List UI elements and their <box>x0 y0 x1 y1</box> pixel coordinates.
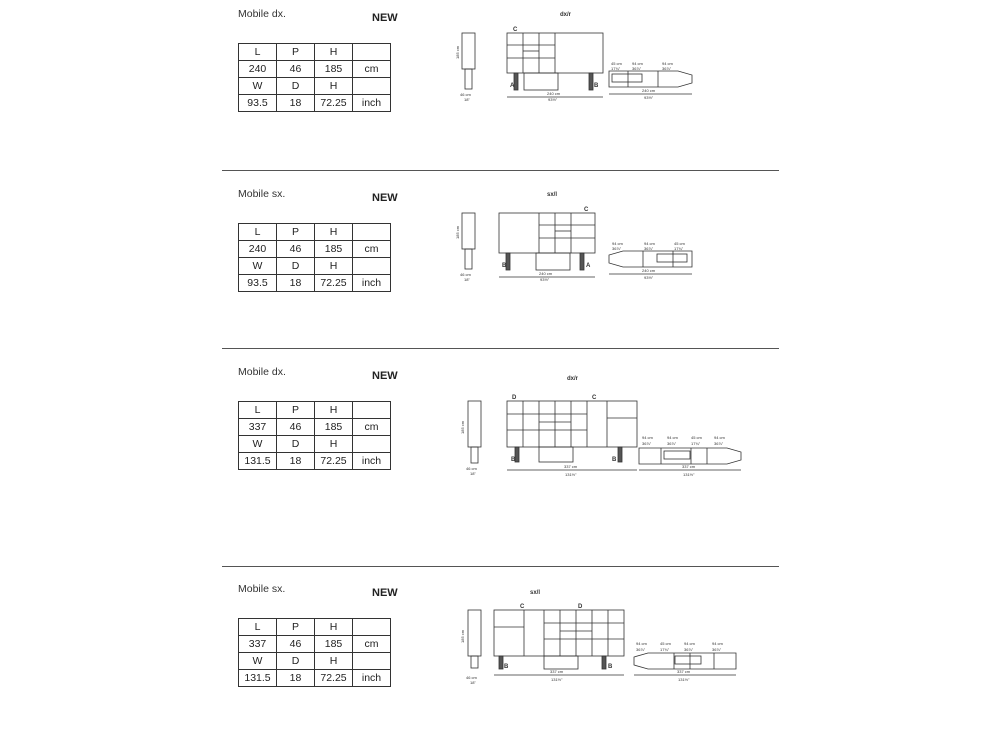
product-section-1 <box>222 0 778 170</box>
plan-width-label: 337 cm <box>677 669 691 674</box>
plan-dim-label: 94 cm <box>612 241 623 246</box>
product-section-2 <box>222 180 778 350</box>
front-view-base <box>539 447 573 462</box>
plan-dim-label: 94 cm <box>644 241 655 246</box>
new-badge: NEW <box>372 587 398 599</box>
table-cell: H <box>315 78 353 95</box>
table-row <box>239 258 391 275</box>
plan-view-outline <box>609 251 692 267</box>
new-badge: NEW <box>372 192 398 204</box>
side-view-base <box>465 249 472 269</box>
plan-dim-label: 94 cm <box>684 641 695 646</box>
table-cell: 46 <box>277 241 315 258</box>
dimensions-table <box>238 401 391 470</box>
plan-dim-inch-label: 36⅞" <box>667 441 677 446</box>
side-view-base <box>465 69 472 89</box>
table-row <box>239 402 391 419</box>
table-cell <box>353 258 391 275</box>
table-cell <box>353 402 391 419</box>
table-cell: 18 <box>277 453 315 470</box>
unit-cell: inch <box>353 275 391 292</box>
new-badge: NEW <box>372 12 398 24</box>
product-title: Mobile dx. <box>238 366 286 378</box>
front-view-body <box>494 610 624 656</box>
plan-width-label: 337 cm <box>682 464 696 469</box>
table-row <box>239 636 391 653</box>
plan-dim-label: 45 cm <box>691 435 702 440</box>
table-row <box>239 241 391 258</box>
new-badge: NEW <box>372 370 398 382</box>
plan-dim-inch-label: 36⅞" <box>644 246 654 251</box>
table-row <box>239 436 391 453</box>
plan-view-outline <box>634 653 736 669</box>
table-cell: P <box>277 402 315 419</box>
plan-dim-inch-label: 36⅞" <box>632 66 642 71</box>
plan-dim-inch-label: 36⅞" <box>714 441 724 446</box>
plan-dim-label: 94 cm <box>714 435 725 440</box>
front-view-base <box>536 253 570 270</box>
table-cell: 337 <box>239 419 277 436</box>
table-cell: 46 <box>277 636 315 653</box>
table-cell <box>353 224 391 241</box>
front-width-label: 337 cm <box>564 464 578 469</box>
table-cell: 337 <box>239 636 277 653</box>
table-cell: 18 <box>277 275 315 292</box>
section-divider <box>222 566 779 567</box>
table-cell: 72.25 <box>315 95 353 112</box>
drawing-label: dx/r <box>560 12 572 18</box>
side-depth-inch-label: 18" <box>470 471 476 476</box>
marker-b: B <box>612 457 617 463</box>
plan-dim-label: 45 cm <box>660 641 671 646</box>
section-divider <box>222 170 779 171</box>
technical-drawing <box>452 358 772 493</box>
unit-cell: inch <box>353 670 391 687</box>
side-view-body <box>468 401 481 447</box>
front-width-label: 337 cm <box>550 669 564 674</box>
table-cell <box>353 78 391 95</box>
side-depth-label: 46 cm <box>466 675 477 680</box>
side-view-body <box>462 33 475 69</box>
table-cell: H <box>315 224 353 241</box>
marker-b: B <box>594 83 599 89</box>
plan-width-inch-label: 93½" <box>644 95 654 100</box>
table-cell: W <box>239 258 277 275</box>
plan-view-outline <box>609 71 692 87</box>
front-width-inch-label: 131½" <box>565 472 577 477</box>
plan-dim-inch-label: 36⅞" <box>642 441 652 446</box>
table-cell <box>353 436 391 453</box>
plan-dim-inch-label: 36⅞" <box>662 66 672 71</box>
table-cell: 72.25 <box>315 670 353 687</box>
table-cell: 72.25 <box>315 453 353 470</box>
marker-a: A <box>510 83 515 89</box>
product-title: Mobile dx. <box>238 8 286 20</box>
table-row <box>239 61 391 78</box>
table-cell: L <box>239 402 277 419</box>
table-cell: L <box>239 224 277 241</box>
table-cell: 240 <box>239 241 277 258</box>
marker-c: C <box>513 27 518 33</box>
product-section-4 <box>222 575 778 745</box>
height-label: 185 cm <box>460 420 465 434</box>
plan-dim-inch-label: 36⅞" <box>712 647 722 652</box>
table-cell: P <box>277 619 315 636</box>
table-cell: D <box>277 653 315 670</box>
plan-dim-inch-label: 17¾" <box>674 246 684 251</box>
table-cell: D <box>277 78 315 95</box>
table-cell: D <box>277 436 315 453</box>
front-view-base <box>544 656 578 669</box>
table-cell: 131.5 <box>239 453 277 470</box>
table-cell: W <box>239 436 277 453</box>
front-view-body <box>507 401 637 447</box>
table-cell: 93.5 <box>239 95 277 112</box>
drawing-label: dx/r <box>567 376 579 382</box>
table-cell: H <box>315 653 353 670</box>
plan-dim-inch-label: 17¾" <box>691 441 701 446</box>
table-cell: H <box>315 619 353 636</box>
side-view-base <box>471 656 478 668</box>
marker-c: C <box>584 207 589 213</box>
marker-b: B <box>511 457 516 463</box>
table-cell: 131.5 <box>239 670 277 687</box>
product-title: Mobile sx. <box>238 583 286 595</box>
dimensions-table <box>238 43 391 112</box>
marker-d: D <box>578 604 583 610</box>
table-cell: H <box>315 436 353 453</box>
dimensions-table <box>238 223 391 292</box>
side-view-base <box>471 447 478 463</box>
front-width-label: 240 cm <box>539 271 553 276</box>
unit-cell: cm <box>353 241 391 258</box>
table-cell: 46 <box>277 61 315 78</box>
marker-d: D <box>512 395 517 401</box>
table-row <box>239 453 391 470</box>
plan-width-label: 240 cm <box>642 268 656 273</box>
front-view-base <box>524 73 558 90</box>
front-width-inch-label: 93½" <box>540 277 550 282</box>
plan-dim-label: 94 cm <box>667 435 678 440</box>
unit-cell: cm <box>353 61 391 78</box>
marker-b: B <box>502 263 507 269</box>
table-cell: 46 <box>277 419 315 436</box>
table-row <box>239 619 391 636</box>
height-label: 185 cm <box>455 45 460 59</box>
drawing-svg <box>452 180 752 290</box>
table-cell <box>353 619 391 636</box>
marker-c: C <box>520 604 525 610</box>
table-row <box>239 419 391 436</box>
table-cell <box>353 653 391 670</box>
front-width-label: 240 cm <box>547 91 561 96</box>
height-label: 185 cm <box>455 225 460 239</box>
unit-cell: cm <box>353 419 391 436</box>
plan-dim-label: 45 cm <box>611 61 622 66</box>
dimensions-table <box>238 618 391 687</box>
plan-dim-inch-label: 17¾" <box>660 647 670 652</box>
side-depth-inch-label: 18" <box>464 277 470 282</box>
table-cell: 185 <box>315 419 353 436</box>
plan-width-inch-label: 131½" <box>678 677 690 682</box>
front-width-inch-label: 131½" <box>551 677 563 682</box>
height-label: 185 cm <box>460 629 465 643</box>
marker-b: B <box>608 664 613 670</box>
drawing-svg <box>452 358 772 488</box>
plan-width-inch-label: 131½" <box>683 472 695 477</box>
technical-drawing <box>452 0 752 115</box>
table-row <box>239 44 391 61</box>
table-row <box>239 95 391 112</box>
plan-width-inch-label: 93½" <box>644 275 654 280</box>
table-row <box>239 275 391 292</box>
table-cell: H <box>315 402 353 419</box>
product-section-3 <box>222 358 778 528</box>
unit-cell: inch <box>353 453 391 470</box>
front-width-inch-label: 93½" <box>548 97 558 102</box>
table-cell: L <box>239 619 277 636</box>
table-cell: 72.25 <box>315 275 353 292</box>
table-cell: D <box>277 258 315 275</box>
drawing-svg <box>452 575 772 695</box>
table-cell: P <box>277 44 315 61</box>
table-cell: 18 <box>277 670 315 687</box>
plan-width-label: 240 cm <box>642 88 656 93</box>
plan-dim-inch-label: 36⅞" <box>684 647 694 652</box>
plan-dim-label: 94 cm <box>632 61 643 66</box>
plan-dim-inch-label: 36⅞" <box>636 647 646 652</box>
plan-dim-label: 94 cm <box>642 435 653 440</box>
side-depth-label: 46 cm <box>460 92 471 97</box>
drawing-label: sx/l <box>530 590 541 596</box>
table-cell: H <box>315 258 353 275</box>
table-cell: 93.5 <box>239 275 277 292</box>
drawing-svg <box>452 0 752 110</box>
table-row <box>239 78 391 95</box>
unit-cell: cm <box>353 636 391 653</box>
plan-dim-label: 94 cm <box>712 641 723 646</box>
table-cell: L <box>239 44 277 61</box>
unit-cell: inch <box>353 95 391 112</box>
product-title: Mobile sx. <box>238 188 286 200</box>
side-depth-inch-label: 18" <box>470 680 476 685</box>
table-cell <box>353 44 391 61</box>
section-divider <box>222 348 779 349</box>
table-row <box>239 224 391 241</box>
plan-dim-inch-label: 17¾" <box>611 66 621 71</box>
table-cell: 240 <box>239 61 277 78</box>
marker-a: A <box>586 263 591 269</box>
plan-dim-label: 94 cm <box>636 641 647 646</box>
side-depth-label: 46 cm <box>466 466 477 471</box>
table-cell: W <box>239 78 277 95</box>
table-cell: P <box>277 224 315 241</box>
side-depth-label: 46 cm <box>460 272 471 277</box>
technical-drawing <box>452 180 752 295</box>
table-cell: H <box>315 44 353 61</box>
table-cell: 185 <box>315 61 353 78</box>
technical-drawing <box>452 575 772 700</box>
side-depth-inch-label: 18" <box>464 97 470 102</box>
table-cell: 185 <box>315 241 353 258</box>
side-view-body <box>468 610 481 656</box>
table-cell: 185 <box>315 636 353 653</box>
plan-dim-label: 45 cm <box>674 241 685 246</box>
marker-c: C <box>592 395 597 401</box>
table-row <box>239 653 391 670</box>
table-cell: W <box>239 653 277 670</box>
marker-b: B <box>504 664 509 670</box>
table-row <box>239 670 391 687</box>
drawing-label: sx/l <box>547 192 558 198</box>
plan-dim-inch-label: 36⅞" <box>612 246 622 251</box>
side-view-body <box>462 213 475 249</box>
table-cell: 18 <box>277 95 315 112</box>
front-view-body <box>499 213 595 253</box>
plan-dim-label: 94 cm <box>662 61 673 66</box>
